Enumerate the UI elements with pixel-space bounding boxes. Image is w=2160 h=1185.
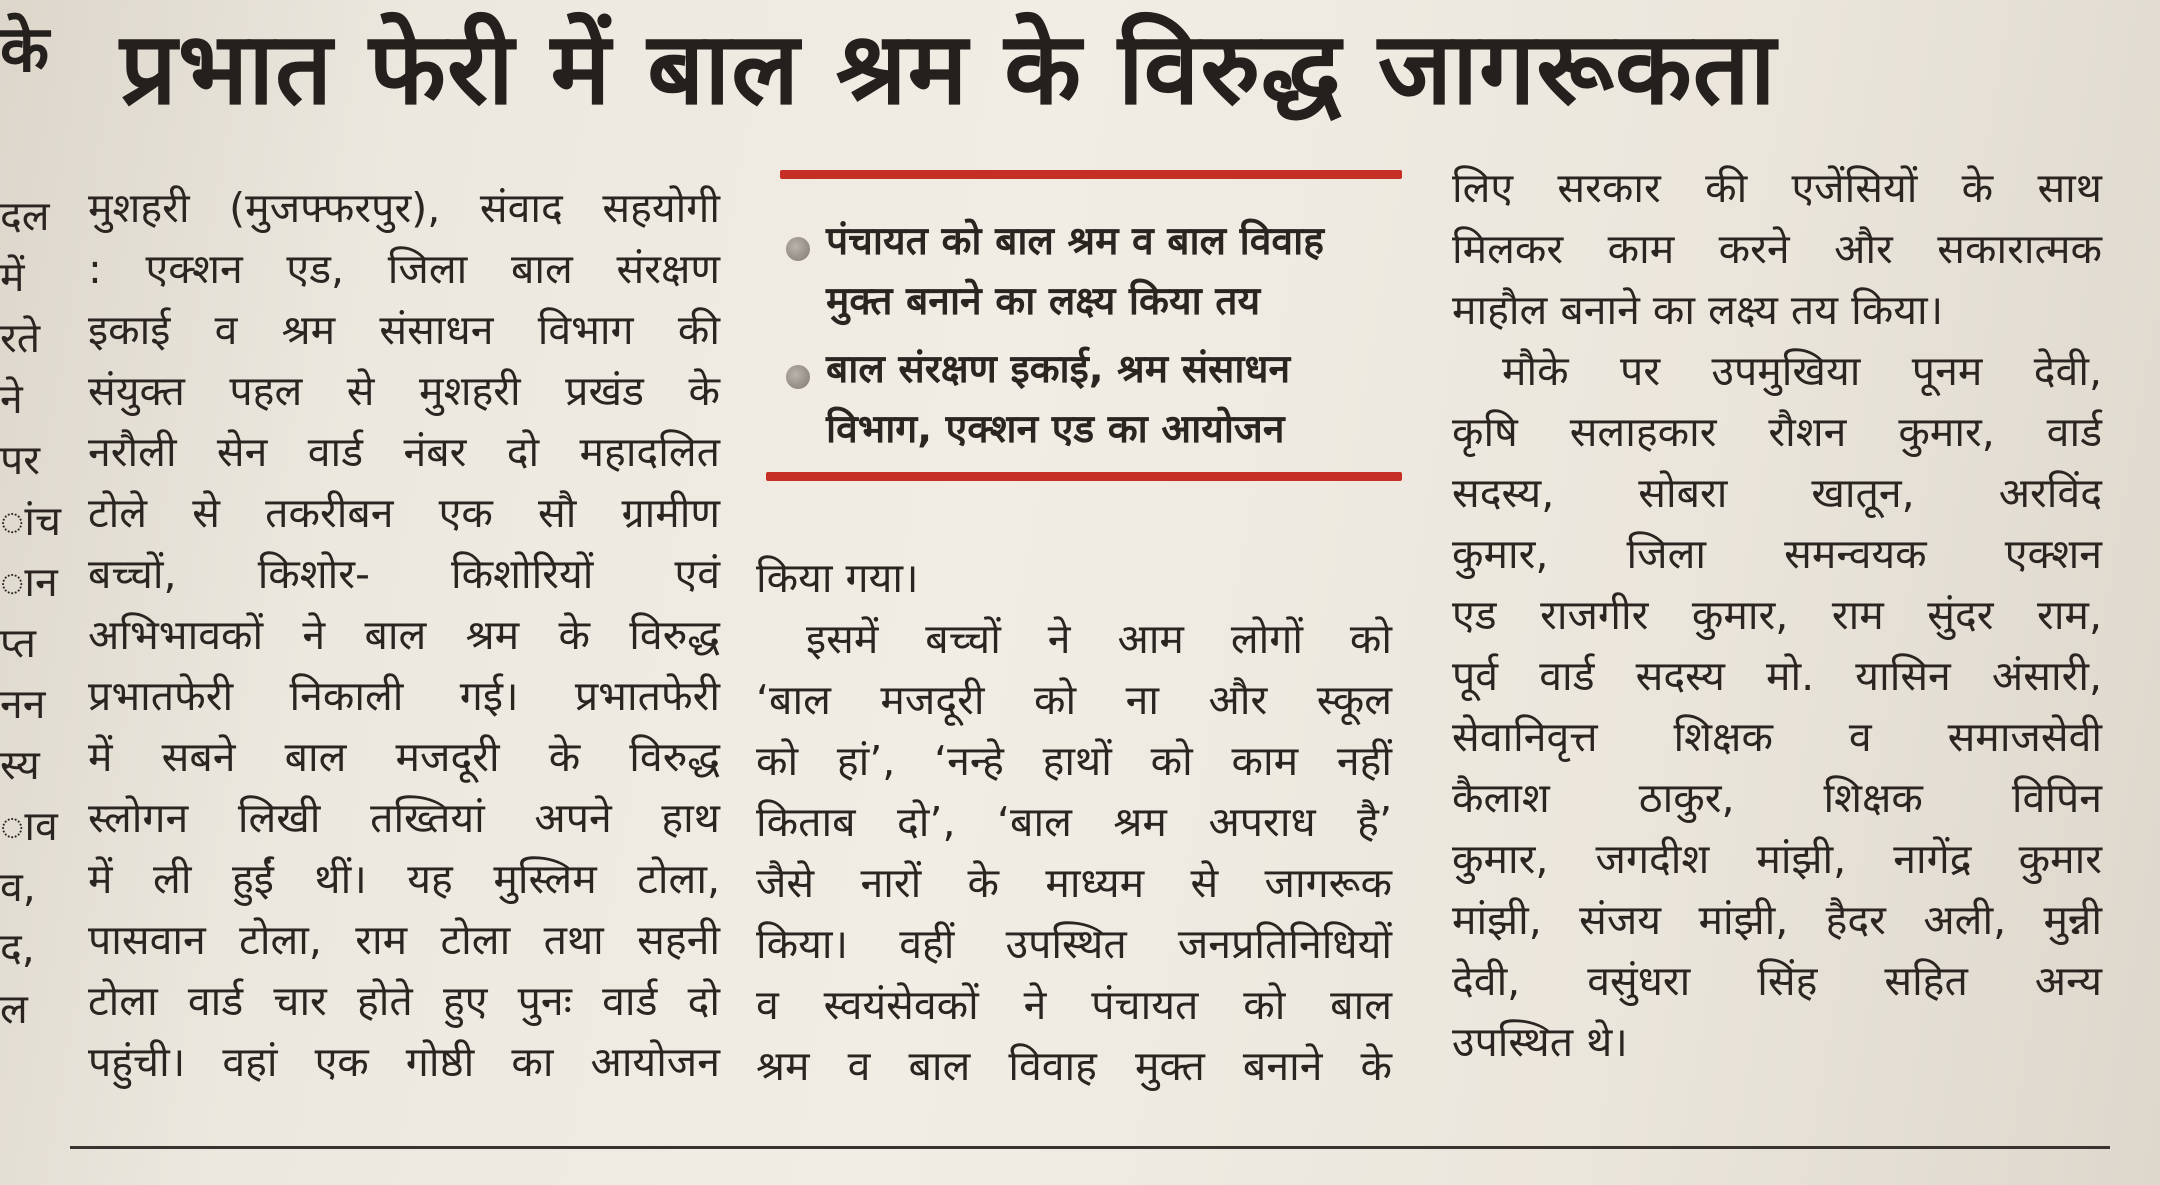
text-line: स्लोगन लिखी तख्तियां अपने हाथ (88, 794, 720, 842)
text-line: को हां’, ‘नन्हे हाथों को काम नहीं (756, 737, 1392, 785)
text-line: देवी, वसुंधरा सिंह सहित अन्य (1452, 957, 2102, 1005)
text-line: में ली हुईं थीं। यह मुस्लिम टोला, (88, 855, 720, 903)
text-line: ान (0, 558, 58, 606)
text-line: प्त (0, 619, 36, 667)
text-line: ‘बाल मजदूरी को ना और स्कूल (756, 676, 1392, 724)
text-line: किया। वहीं उपस्थित जनप्रतिनिधियों (756, 920, 1392, 968)
highlight-line: मुक्त बनाने का लक्ष्य किया तय (826, 279, 1261, 324)
text-line: व स्वयंसेवकों ने पंचायत को बाल (756, 981, 1392, 1029)
text-line: इकाई व श्रम संसाधन विभाग की (88, 306, 720, 354)
text-line: ने (0, 375, 23, 423)
article-column-1 (88, 178, 720, 1138)
text-line: नन (0, 680, 46, 728)
text-line: ल (0, 985, 28, 1033)
red-rule-top (780, 170, 1402, 179)
text-line: दल (0, 192, 50, 240)
text-line: कुमार, जिला समन्वयक एक्शन (1452, 530, 2102, 578)
text-line: नरौली सेन वार्ड नंबर दो महादलित (88, 428, 720, 476)
text-line: प्रभातफेरी निकाली गई। प्रभातफेरी (88, 672, 720, 720)
text-line: किताब दो’, ‘बाल श्रम अपराध है’ (756, 798, 1392, 846)
text-line: सदस्य, सोबरा खातून, अरविंद (1452, 469, 2102, 517)
text-line: इसमें बच्चों ने आम लोगों को (806, 615, 1392, 663)
highlights-box (770, 170, 1402, 500)
text-line: कृषि सलाहकार रौशन कुमार, वार्ड (1452, 408, 2102, 456)
text-line: ाव (0, 802, 58, 850)
red-rule-bottom (766, 472, 1402, 481)
article-column-3 (1452, 158, 2102, 1148)
text-line: टोला वार्ड चार होते हुए पुनः वार्ड दो (88, 977, 720, 1025)
bullet-icon (786, 237, 810, 261)
text-line: में सबने बाल मजदूरी के विरुद्ध (88, 733, 720, 781)
article-column-2 (756, 548, 1392, 1148)
text-line: किया गया। (756, 554, 919, 602)
text-line: उपस्थित थे। (1452, 1018, 1628, 1066)
text-line: जैसे नारों के माध्यम से जागरूक (756, 859, 1392, 907)
text-line: द, (0, 924, 35, 972)
text-line: रते (0, 314, 41, 362)
highlight-line: पंचायत को बाल श्रम व बाल विवाह (826, 219, 1324, 264)
text-line: मिलकर काम करने और सकारात्मक (1452, 225, 2102, 273)
headline: प्रभात फेरी में बाल श्रम के विरुद्ध जागरूकता (120, 10, 1777, 127)
text-line: मुशहरी (मुजफ्फरपुर), संवाद सहयोगी (88, 184, 720, 232)
text-line: : एक्शन एड, जिला बाल संरक्षण (88, 245, 720, 293)
text-line: व, (0, 863, 36, 911)
text-line: में (0, 253, 25, 301)
headline-fragment: के (0, 13, 50, 87)
bullet-icon (786, 365, 810, 389)
text-line: मौके पर उपमुखिया पूनम देवी, (1502, 347, 2102, 395)
highlight-line: बाल संरक्षण इकाई, श्रम संसाधन (826, 347, 1291, 392)
text-line: मांझी, संजय मांझी, हैदर अली, मुन्नी (1452, 896, 2102, 944)
text-line: सेवानिवृत्त शिक्षक व समाजसेवी (1452, 713, 2102, 761)
text-line: कुमार, जगदीश मांझी, नागेंद्र कुमार (1452, 835, 2102, 883)
highlight-line: विभाग, एक्शन एड का आयोजन (826, 407, 1285, 452)
bottom-rule (70, 1146, 2110, 1149)
text-line: टोले से तकरीबन एक सौ ग्रामीण (88, 489, 720, 537)
text-line: पहुंची। वहां एक गोष्ठी का आयोजन (88, 1038, 720, 1086)
text-line: श्रम व बाल विवाह मुक्त बनाने के (756, 1042, 1392, 1090)
text-line: पासवान टोला, राम टोला तथा सहनी (88, 916, 720, 964)
text-line: पर (0, 436, 41, 484)
text-line: संयुक्त पहल से मुशहरी प्रखंड के (88, 367, 720, 415)
text-line: माहौल बनाने का लक्ष्य तय किया। (1452, 286, 1944, 334)
text-line: बच्चों, किशोर- किशोरियों एवं (88, 550, 720, 598)
text-line: पूर्व वार्ड सदस्य मो. यासिन अंसारी, (1452, 652, 2102, 700)
text-line: स्य (0, 741, 40, 789)
text-line: ांच (0, 497, 62, 545)
text-line: कैलाश ठाकुर, शिक्षक विपिन (1452, 774, 2102, 822)
text-line: अभिभावकों ने बाल श्रम के विरुद्ध (88, 611, 720, 659)
text-line: एड राजगीर कुमार, राम सुंदर राम, (1452, 591, 2102, 639)
left-cut-column (0, 186, 66, 1086)
text-line: लिए सरकार की एजेंसियों के साथ (1452, 164, 2102, 212)
